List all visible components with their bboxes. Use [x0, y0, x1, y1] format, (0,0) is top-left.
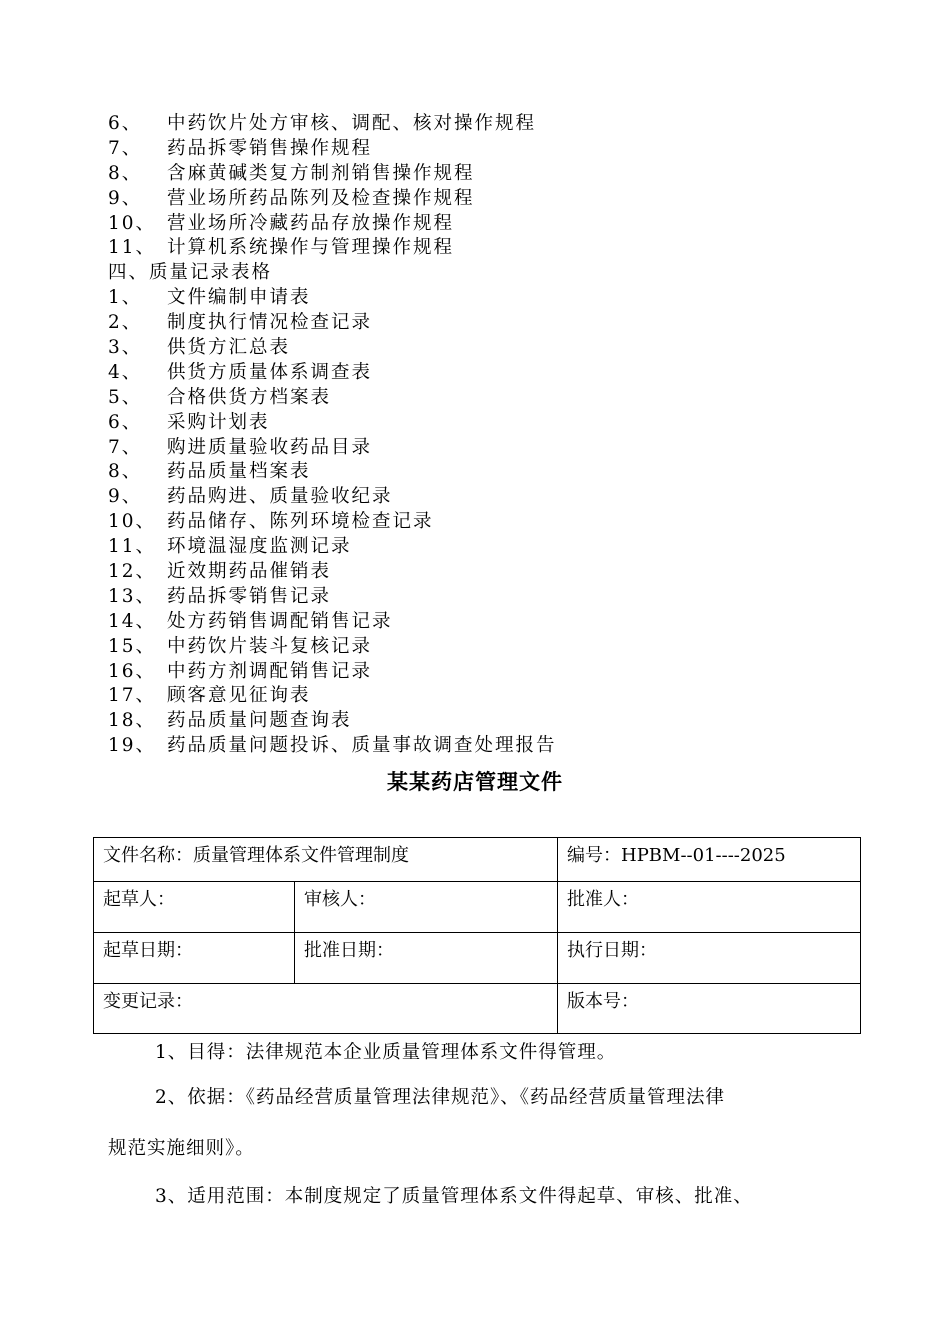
record-list-item [108, 311, 868, 336]
list-item-number: 11、 [108, 536, 157, 558]
list-item-text: 顾客意见征询表 [167, 685, 311, 707]
document-title: 某某药店管理文件 [387, 770, 563, 794]
list-item-text: 药品质量问题查询表 [167, 710, 352, 732]
list-item-number: 12、 [108, 561, 157, 583]
list-item-text: 处方药销售调配销售记录 [167, 610, 393, 632]
list-item-number: 4、 [108, 361, 143, 383]
list-item-number: 15、 [108, 635, 157, 657]
list-item-text: 购进质量验收药品目录 [167, 436, 373, 458]
list-item-number: 7、 [108, 436, 143, 458]
record-list-item [108, 411, 868, 436]
list-item-text: 药品质量档案表 [167, 461, 311, 483]
meta-row [94, 882, 861, 933]
list-item-text: 药品储存、陈列环境检查记录 [167, 511, 434, 533]
paragraph-basis: 2、依据：《药品经营质量管理法律规范》、《药品经营质量管理法律 [155, 1087, 726, 1108]
list-item-text: 采购计划表 [167, 411, 270, 433]
list-item-text: 供货方汇总表 [167, 337, 291, 359]
list-item-number: 2、 [108, 312, 143, 334]
record-list-item [108, 585, 868, 610]
list-item-number: 6、 [108, 411, 143, 433]
list-item-text: 药品拆零销售操作规程 [167, 137, 373, 159]
record-list-item [108, 610, 868, 635]
record-list-item [108, 635, 868, 660]
meta-row [94, 984, 861, 1034]
list-item-number: 10、 [108, 212, 157, 234]
record-list-item [108, 336, 868, 361]
meta-row [94, 838, 861, 882]
code-cell: 编号：HPBM--01----2025 [558, 838, 861, 882]
paragraph-scope: 3、适用范围：本制度规定了质量管理体系文件得起草、审核、批准、 [155, 1186, 753, 1207]
record-list-item [108, 684, 868, 709]
list-item-number: 13、 [108, 585, 157, 607]
record-list-item [108, 510, 868, 535]
list-item-text: 药品质量问题投诉、质量事故调查处理报告 [167, 735, 557, 757]
list-item-number: 9、 [108, 486, 143, 508]
procedure-list-item [108, 212, 868, 237]
list-item-number: 16、 [108, 660, 157, 682]
list-item-text: 药品购进、质量验收纪录 [167, 486, 393, 508]
record-list-item [108, 386, 868, 411]
paragraph-basis-continued: 规范实施细则》。 [108, 1138, 255, 1159]
list-item-text: 营业场所冷藏药品存放操作规程 [167, 212, 455, 234]
document-meta-table [93, 837, 861, 1034]
list-item-number: 9、 [108, 187, 143, 209]
procedure-list-item [108, 137, 868, 162]
record-list-item [108, 286, 868, 311]
list-item-number: 5、 [108, 386, 143, 408]
list-item-text: 合格供货方档案表 [167, 386, 332, 408]
record-list-item [108, 436, 868, 461]
list-item-number: 17、 [108, 685, 157, 707]
record-list-item [108, 734, 868, 759]
record-list-item [108, 535, 868, 560]
list-item-number: 6、 [108, 113, 143, 134]
list-item-number: 11、 [108, 237, 157, 259]
effective-date-cell: 执行日期： [558, 933, 861, 984]
procedure-list-item [108, 187, 868, 212]
list-item-number: 8、 [108, 461, 143, 483]
approver-cell: 批准人： [558, 882, 861, 933]
list-item-text: 文件编制申请表 [167, 287, 311, 309]
list-item-number: 3、 [108, 337, 143, 359]
record-list-item [108, 361, 868, 386]
reviewer-cell: 审核人： [295, 882, 558, 933]
record-list-item [108, 485, 868, 510]
list-item-text: 中药饮片处方审核、调配、核对操作规程 [167, 113, 537, 134]
list-item-number: 1、 [108, 287, 143, 309]
procedure-list-item [108, 112, 868, 137]
drafter-cell: 起草人： [94, 882, 295, 933]
list-item-number: 7、 [108, 137, 143, 159]
records-section-heading [108, 261, 868, 286]
procedure-list-item [108, 162, 868, 187]
file-name-cell: 文件名称：质量管理体系文件管理制度 [94, 838, 558, 882]
record-list-item [108, 560, 868, 585]
list-item-text: 中药方剂调配销售记录 [167, 660, 373, 682]
list-item-number: 14、 [108, 610, 157, 632]
list-item-number: 19、 [108, 735, 157, 757]
list-item-number: 18、 [108, 710, 157, 732]
list-item-text: 计算机系统操作与管理操作规程 [167, 237, 455, 259]
list-item-number: 10、 [108, 511, 157, 533]
paragraph-purpose: 1、目得：法律规范本企业质量管理体系文件得管理。 [155, 1042, 617, 1063]
list-item-text: 营业场所药品陈列及检查操作规程 [167, 187, 475, 209]
list-item-text: 供货方质量体系调查表 [167, 361, 373, 383]
draft-date-cell: 起草日期： [94, 933, 295, 984]
list-item-text: 中药饮片装斗复核记录 [167, 635, 373, 657]
document-list [108, 112, 868, 759]
record-list-item [108, 660, 868, 685]
list-item-text: 制度执行情况检查记录 [167, 312, 373, 334]
record-list-item [108, 460, 868, 485]
list-item-text: 近效期药品催销表 [167, 561, 332, 583]
change-log-cell: 变更记录： [94, 984, 558, 1034]
list-item-number: 8、 [108, 162, 143, 184]
list-item-text: 环境温湿度监测记录 [167, 536, 352, 558]
record-list-item [108, 709, 868, 734]
section-heading-text: 四、质量记录表格 [108, 262, 273, 284]
meta-row [94, 933, 861, 984]
list-item-text: 药品拆零销售记录 [167, 585, 332, 607]
version-cell: 版本号： [558, 984, 861, 1034]
list-item-text: 含麻黄碱类复方制剂销售操作规程 [167, 162, 475, 184]
procedure-list-item [108, 236, 868, 261]
approve-date-cell: 批准日期： [295, 933, 558, 984]
